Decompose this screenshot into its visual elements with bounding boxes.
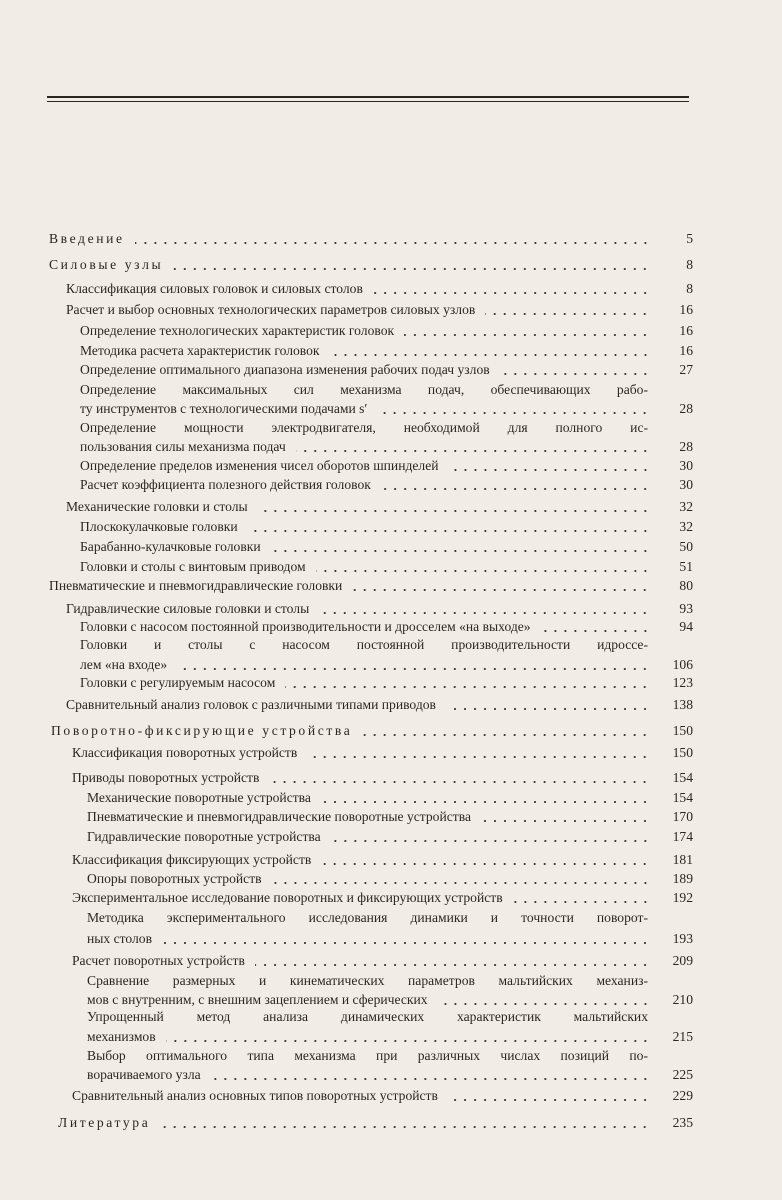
toc-leader-dots — [316, 570, 650, 572]
toc-page-number: 94 — [679, 619, 693, 634]
toc-entry[interactable] — [66, 299, 693, 321]
toc-entry-title-continued: ных столов — [87, 931, 153, 946]
toc-entry-title: Расчет коэффициента полезного действия головок — [80, 477, 371, 492]
toc-page-number: 32 — [679, 519, 693, 534]
toc-entry[interactable] — [49, 575, 693, 597]
toc-page-number: 189 — [672, 871, 693, 886]
toc-entry[interactable] — [72, 887, 693, 909]
toc-entry-title-continued: мов с внутренним, с внешним зацеплением и сферических — [87, 992, 428, 1007]
toc-page-number: 181 — [672, 852, 693, 867]
toc-leader-dots — [285, 686, 650, 688]
toc-entry-title: Литература — [58, 1115, 151, 1130]
toc-entry-title: Силовые узлы — [49, 257, 164, 272]
toc-entry-title: Головки с насосом постоянной производительности и дросселем «на выходе» — [80, 619, 531, 634]
toc-entry[interactable] — [80, 634, 693, 656]
toc-leader-dots — [248, 530, 650, 532]
toc-entry-title: Определение пределов изменения чисел оборотов шпинделей — [80, 458, 439, 473]
toc-leader-dots — [258, 510, 650, 512]
toc-entry-title: Сравнительный анализ головок с различными типами приводов — [66, 697, 436, 712]
toc-page-number: 51 — [679, 559, 693, 574]
toc-leader-dots — [485, 313, 650, 315]
toc-page-number: 106 — [672, 657, 693, 672]
toc-entry-title-continued: лем «на входе» — [80, 657, 168, 672]
toc-leader-dots — [438, 1003, 650, 1005]
toc-entry-title: Механические головки и столы — [66, 499, 248, 514]
toc-entry-title: Головки с регулируемым насосом — [80, 675, 276, 690]
toc-entry-title: Классификация силовых головок и силовых столов — [66, 281, 363, 296]
toc-entry-title: Экспериментальное исследование поворотных и фиксирующих устройств — [72, 890, 503, 905]
toc-entry-title: Упрощенный метод анализа динамических характеристик мальтийских — [87, 1009, 648, 1024]
toc-leader-dots — [541, 630, 650, 632]
toc-entry[interactable] — [87, 907, 693, 929]
toc-page-number: 193 — [672, 931, 693, 946]
toc-leader-dots — [321, 801, 650, 803]
toc-entry[interactable] — [72, 1085, 693, 1107]
toc-page-number: 5 — [686, 231, 693, 246]
toc-entry-title: Расчет и выбор основных технологических параметров силовых узлов — [66, 302, 476, 317]
toc-entry-title-continued: механизмов — [87, 1029, 156, 1044]
toc-page-number: 16 — [679, 343, 693, 358]
toc-leader-dots — [319, 612, 650, 614]
toc-page-number: 209 — [672, 953, 693, 968]
toc-entry-title: Введение — [49, 231, 125, 246]
toc-page-number: 229 — [672, 1088, 693, 1103]
toc-entry[interactable] — [87, 826, 693, 848]
toc-entry-continuation[interactable] — [87, 928, 693, 950]
toc-entry-title: Барабанно-кулачковые головки — [80, 539, 261, 554]
toc-entry-title-continued: ворачиваемого узла — [87, 1067, 201, 1082]
toc-page-number: 150 — [672, 745, 693, 760]
toc-entry-title: Поворотно-фиксирующие устройства — [51, 723, 353, 738]
toc-entry-title: Сравнение размерных и кинематических параметров мальтийских механиз- — [87, 973, 648, 988]
toc-leader-dots — [160, 1126, 650, 1128]
toc-entry-title: Расчет поворотных устройств — [72, 953, 245, 968]
toc-page-number: 150 — [672, 723, 693, 738]
toc-entry-title: Классификация поворотных устройств — [72, 745, 298, 760]
toc-entry-title: Механические поворотные устройства — [87, 790, 311, 805]
toc-page-number: 225 — [672, 1067, 693, 1082]
toc-entry[interactable] — [72, 767, 693, 789]
toc-page-number: 154 — [672, 790, 693, 805]
toc-entry-title: Определение технологических характеристик головок — [80, 323, 395, 338]
toc-leader-dots — [373, 292, 650, 294]
toc-leader-dots — [162, 942, 650, 944]
toc-entry-title: Гидравлические силовые головки и столы — [66, 601, 310, 616]
toc-entry[interactable] — [66, 694, 693, 716]
toc-leader-dots — [272, 882, 650, 884]
toc-entry[interactable] — [80, 320, 693, 342]
toc-page-number: 138 — [672, 697, 693, 712]
toc-entry-title: Приводы поворотных устройств — [72, 770, 260, 785]
toc-page-number: 30 — [679, 458, 693, 473]
toc-page-number: 154 — [672, 770, 693, 785]
toc-page-number: 215 — [672, 1029, 693, 1044]
toc-entry[interactable] — [66, 496, 693, 518]
toc-leader-dots — [166, 1040, 650, 1042]
toc-entry-title: Сравнительный анализ основных типов поворотных устройств — [72, 1088, 438, 1103]
toc-page-number: 16 — [679, 323, 693, 338]
toc-entry[interactable] — [58, 1112, 693, 1134]
toc-leader-dots — [296, 450, 650, 452]
toc-entry-title: Определение оптимального диапазона изменения рабочих подач узлов — [80, 362, 490, 377]
toc-leader-dots — [255, 964, 650, 966]
toc-page-number: 8 — [686, 281, 693, 296]
toc-leader-dots — [307, 756, 650, 758]
toc-entry-title: Методика экспериментального исследования динамики и точности поворот- — [87, 910, 648, 925]
toc-leader-dots — [211, 1078, 650, 1080]
toc-leader-dots — [381, 488, 650, 490]
toc-entry[interactable] — [51, 720, 693, 742]
toc-entry-title: Плоскокулачковые головки — [80, 519, 238, 534]
toc-entry-continuation[interactable] — [87, 1064, 693, 1086]
toc-page-number: 32 — [679, 499, 693, 514]
toc-page-number: 192 — [672, 890, 693, 905]
toc-entry-title: Гидравлические поворотные устройства — [87, 829, 321, 844]
toc-page-number: 27 — [679, 362, 693, 377]
toc-entry[interactable] — [80, 359, 693, 381]
toc-entry[interactable] — [80, 536, 693, 558]
toc-entry[interactable] — [72, 950, 693, 972]
toc-leader-dots — [513, 901, 650, 903]
toc-entry-title: Пневматические и пневмогидравлические поворотные устройства — [87, 809, 472, 824]
toc-leader-dots — [448, 1099, 650, 1101]
toc-entry[interactable] — [66, 278, 693, 300]
toc-entry-title-continued: пользования силы механизма подач — [80, 439, 286, 454]
toc-page-number: 170 — [672, 809, 693, 824]
toc-leader-dots — [135, 242, 650, 244]
toc-leader-dots — [352, 589, 650, 591]
toc-entry-title: Определение мощности электродвигателя, необходимой для полного ис- — [80, 420, 648, 435]
toc-entry-title: Классификация фиксирующих устройств — [72, 852, 312, 867]
toc-leader-dots — [271, 550, 650, 552]
toc-entry-title: Выбор оптимального типа механизма при различных числах позиций по- — [87, 1048, 648, 1063]
toc-entry-title-continued: ту инструментов с технологическими подачами s′ — [80, 401, 368, 416]
toc-page-number: 16 — [679, 302, 693, 317]
toc-leader-dots — [404, 334, 650, 336]
toc-entry-title: Опоры поворотных устройств — [87, 871, 262, 886]
toc-page-number: 235 — [672, 1115, 693, 1130]
toc-page-number: 174 — [672, 829, 693, 844]
toc-leader-dots — [449, 469, 650, 471]
toc-page-number: 210 — [672, 992, 693, 1007]
toc-leader-dots — [330, 354, 651, 356]
toc-page-number: 123 — [672, 675, 693, 690]
toc-entry[interactable] — [72, 742, 693, 764]
toc-leader-dots — [173, 268, 650, 270]
toc-entry[interactable] — [87, 806, 693, 828]
toc-entry[interactable] — [49, 228, 693, 250]
toc-entry[interactable] — [87, 1006, 693, 1028]
toc-leader-dots — [269, 781, 650, 783]
toc-leader-dots — [331, 840, 650, 842]
toc-leader-dots — [177, 668, 650, 670]
toc-page-number: 8 — [686, 257, 693, 272]
toc-entry[interactable] — [80, 672, 693, 694]
toc-page-number: 30 — [679, 477, 693, 492]
toc-entry-title: Методика расчета характеристик головок — [80, 343, 320, 358]
toc-entry-title: Определение максимальных сил механизма подач, обеспечивающих рабо- — [80, 382, 648, 397]
toc-leader-dots — [377, 412, 650, 414]
toc-entry-title: Головки и столы с винтовым приводом — [80, 559, 306, 574]
toc-entry[interactable] — [80, 516, 693, 538]
toc-entry[interactable] — [80, 474, 693, 496]
toc-page-number: 93 — [679, 601, 693, 616]
toc-entry-title: Головки и столы с насосом постоянной производительности идроссе- — [80, 637, 648, 652]
toc-leader-dots — [321, 863, 650, 865]
toc-page-number: 80 — [679, 578, 693, 593]
toc-page-number: 28 — [679, 439, 693, 454]
toc-leader-dots — [481, 820, 650, 822]
toc-page-number: 28 — [679, 401, 693, 416]
toc-leader-dots — [362, 734, 650, 736]
toc-entry-title: Пневматические и пневмогидравлические головки — [49, 578, 343, 593]
toc-entry[interactable] — [49, 254, 693, 276]
toc-page-number: 50 — [679, 539, 693, 554]
toc-leader-dots — [446, 708, 650, 710]
toc-leader-dots — [500, 373, 650, 375]
